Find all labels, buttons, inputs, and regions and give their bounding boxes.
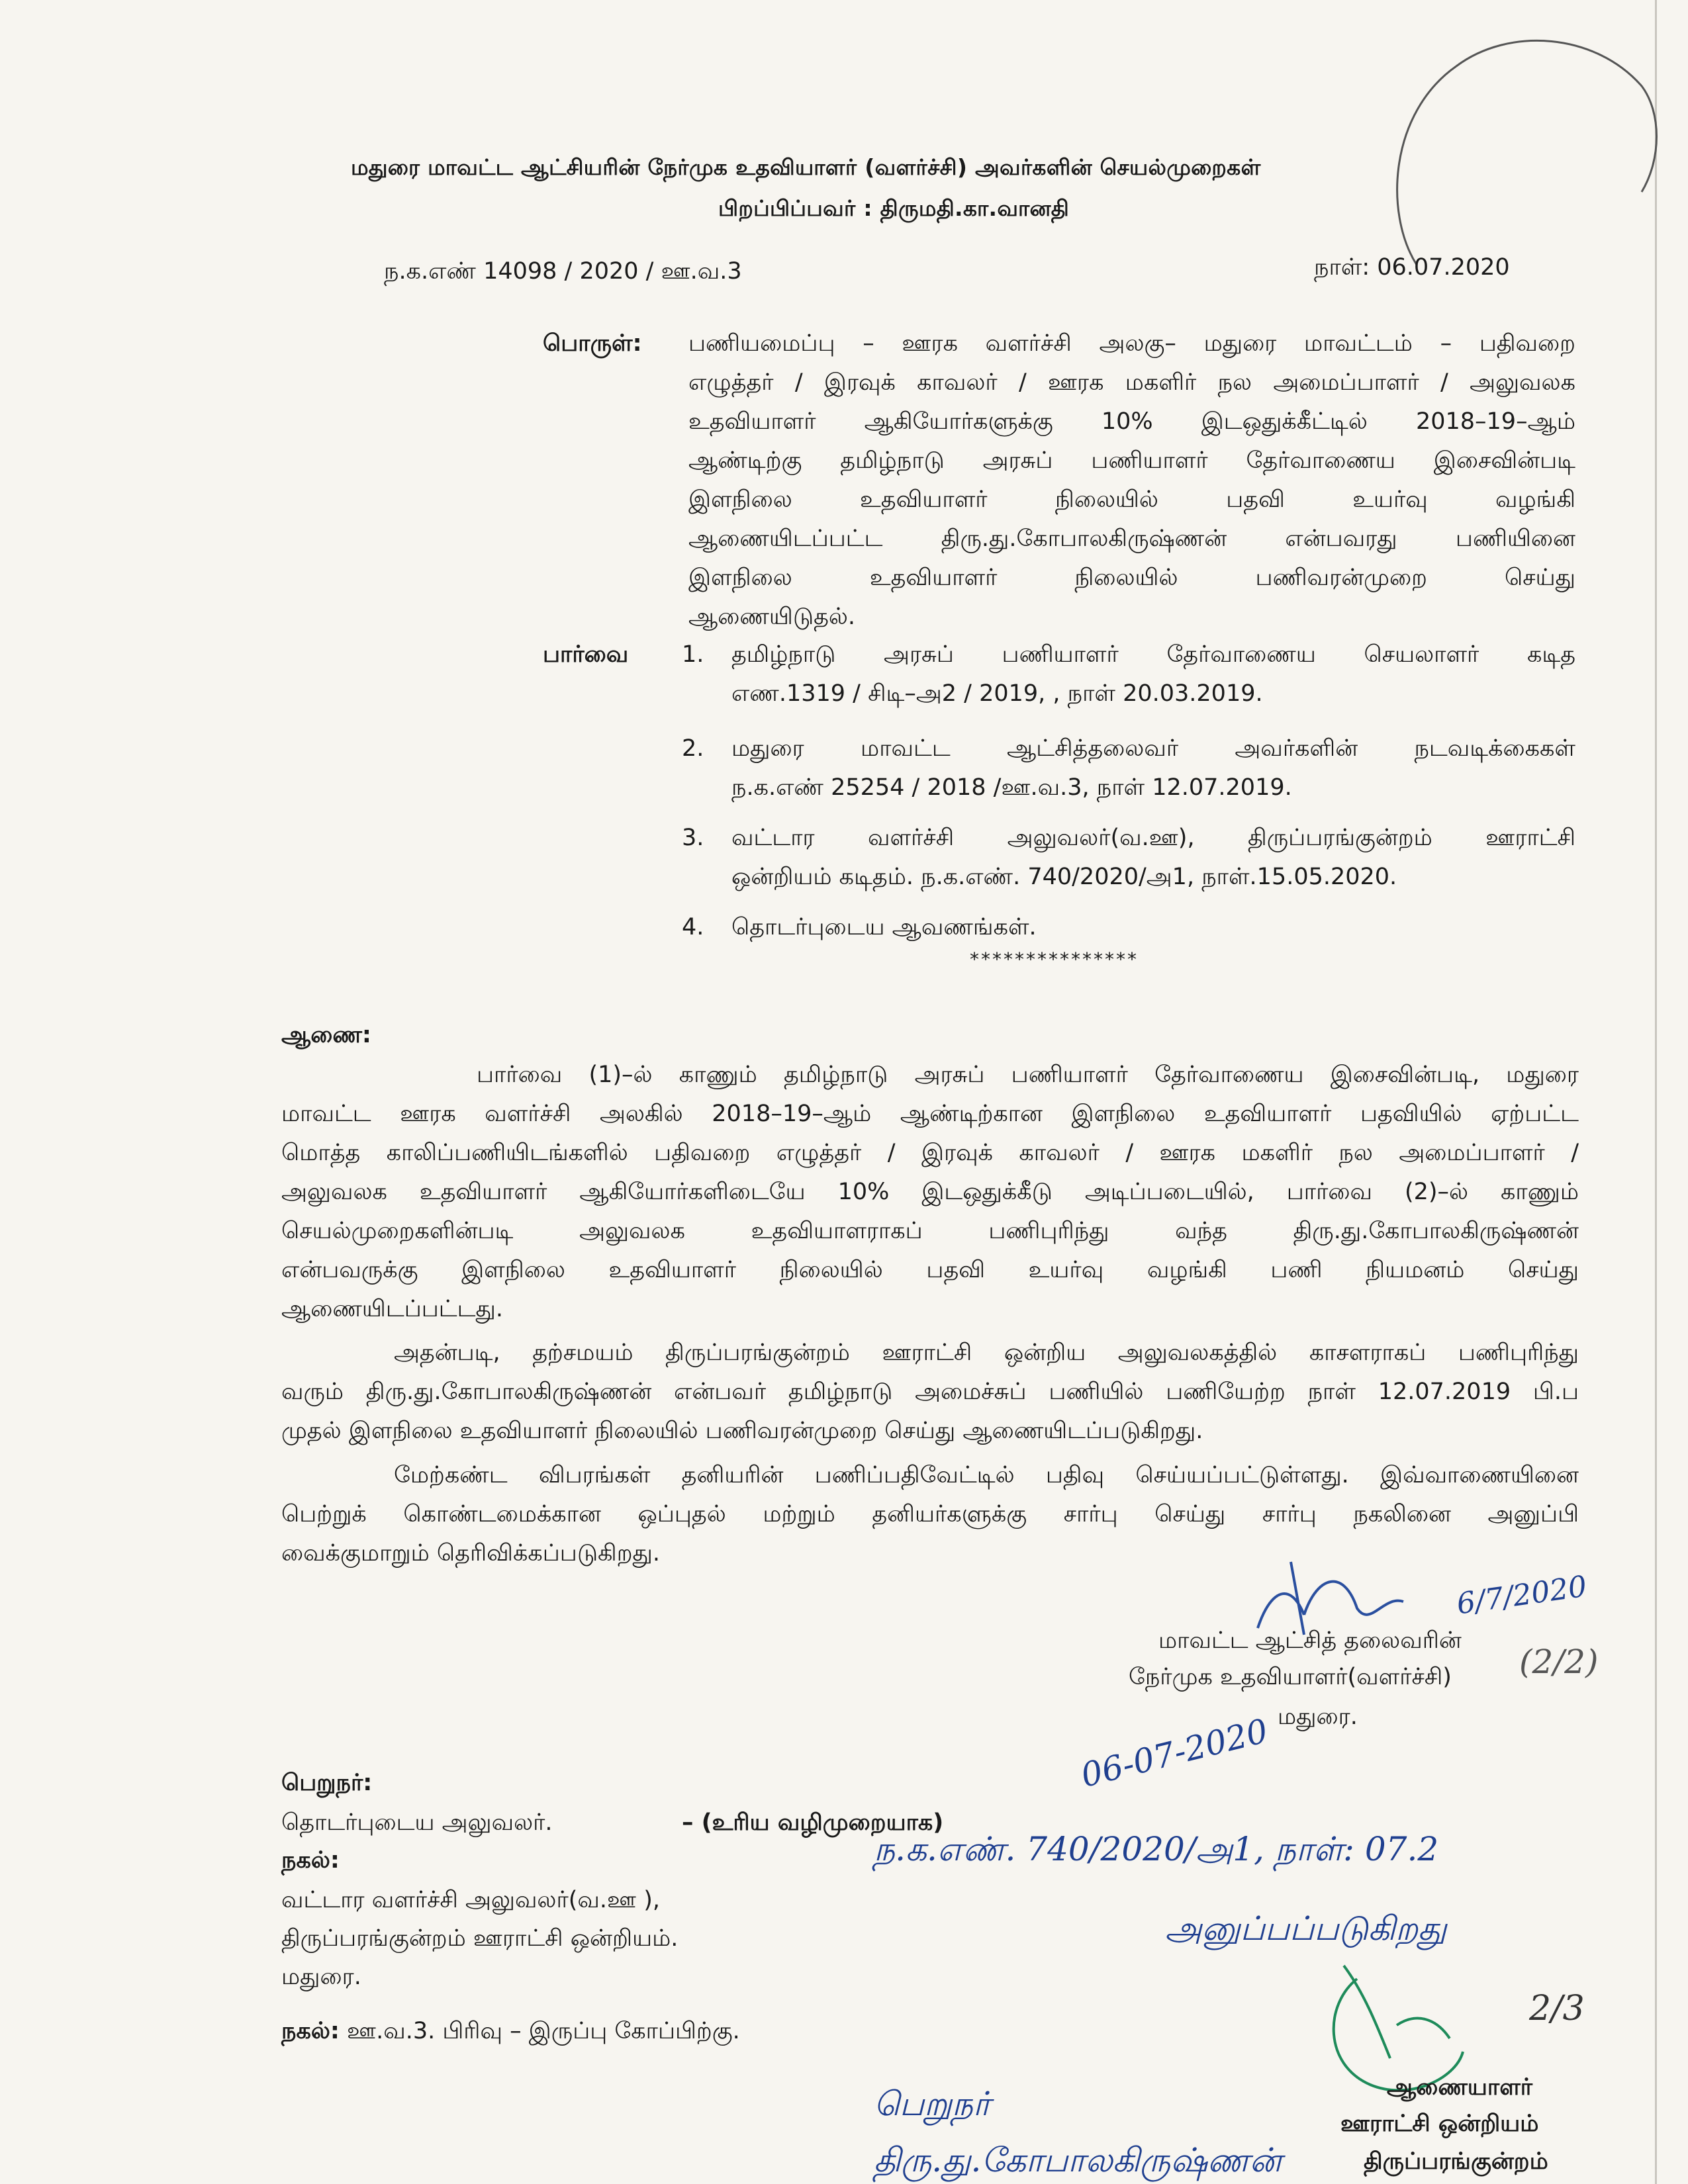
- separator-stars: ***************: [970, 948, 1139, 970]
- subject-line: ஆண்டிற்கு தமிழ்நாடு அரசுப் பணியாளர் தேர்வாணைய இசைவின்படி: [688, 447, 1575, 474]
- paragraph-line: அலுவலக உதவியாளர் ஆகியோர்களிடையே 10% இடஒதுக்கீடு அடிப்படையில், பார்வை (2)–ல் காணும்: [281, 1179, 1579, 1205]
- paragraph-line: மொத்த காலிப்பணியிடங்களில் பதிவறை எழுத்தர் / இரவுக் காவலர் / ஊரக மகளிர் நல அமைப்பாளர் /: [281, 1140, 1579, 1166]
- recipient-mode: – (உரிய வழிமுறையாக): [682, 1809, 944, 1836]
- subject-line: உதவியாளர் ஆகியோர்களுக்கு 10% இடஒதுக்கீட்டில் 2018–19–ஆம்: [688, 408, 1575, 435]
- commissioner-place: திருப்பரங்குன்றம்: [1364, 2148, 1548, 2175]
- copy-label: நகல்:: [281, 1847, 340, 1874]
- copy-line-3: மதுரை.: [281, 1964, 361, 1990]
- reference-line: எண.1319 / சிடி–அ2 / 2019, , நாள் 20.03.2019.: [731, 680, 1263, 707]
- reference-line: தமிழ்நாடு அரசுப் பணியாளர் தேர்வாணைய செயலாளர் கடித: [731, 641, 1575, 668]
- order-paragraph-2: [281, 1334, 1579, 1451]
- reference-line: ந.க.எண் 25254 / 2018 /ஊ.வ.3, நாள் 12.07.2019.: [731, 774, 1292, 801]
- signatory-line-3: மதுரை.: [1278, 1704, 1358, 1730]
- paragraph-line: பெற்றுக் கொண்டமைக்கான ஒப்புதல் மற்றும் தனியர்களுக்கு சார்பு செய்து சார்பு நகலினை அனுப்பி: [281, 1501, 1579, 1527]
- reference-item-4: தொடர்புடைய ஆவணங்கள்.: [731, 914, 1037, 940]
- paragraph-line: செயல்முறைகளின்படி அலுவலக உதவியாளராகப் பணிபுரிந்து வந்த திரு.து.கோபாலகிருஷ்ணன்: [281, 1218, 1579, 1244]
- paragraph-line: என்பவருக்கு இளநிலை உதவியாளர் நிலையில் பதவி உயர்வு வழங்கி பணி நியமனம் செய்து: [281, 1257, 1579, 1283]
- signatory-line-1: மாவட்ட ஆட்சித் தலைவரின்: [1158, 1627, 1462, 1654]
- paragraph-line: வரும் திரு.து.கோபாலகிருஷ்ணன் என்பவர் தமிழ்நாடு அமைச்சுப் பணியில் பணியேற்ற நாள் 12.07.2019 பி.ப: [281, 1379, 1579, 1405]
- order-date: நாள்: 06.07.2020: [1314, 254, 1510, 281]
- subject-line: ஆணையிடப்பட்ட திரு.து.கோபாலகிருஷ்ணன் என்பவரது பணியினை: [688, 525, 1575, 552]
- paragraph-line: மேற்கண்ட விபரங்கள் தனியரின் பணிப்பதிவேட்டில் பதிவு செய்யப்பட்டுள்ளது. இவ்வாணையினை: [394, 1462, 1579, 1488]
- reference-number-4: 4.: [682, 914, 704, 940]
- paragraph-line: வைக்குமாறும் தெரிவிக்கப்படுகிறது.: [281, 1540, 661, 1567]
- page-edge: [1655, 0, 1657, 2184]
- page-reference-note-2: 2/3: [1529, 1989, 1585, 2028]
- reference-item-1: [731, 635, 1575, 713]
- copy2-text: ஊ.வ.3. பிரிவு – இருப்பு கோப்பிற்கு.: [347, 2018, 740, 2044]
- reference-item-3: [731, 819, 1575, 897]
- copy-line-2: திருப்பரங்குன்றம் ஊராட்சி ஒன்றியம்.: [281, 1925, 679, 1952]
- order-paragraph-1: [281, 1056, 1579, 1329]
- reference-line: ஒன்றியம் கடிதம். ந.க.எண். 740/2020/அ1, நாள்.15.05.2020.: [731, 864, 1397, 890]
- paragraph-line: அதன்படி, தற்சமயம் திருப்பரங்குன்றம் ஊராட்சி ஒன்றிய அலுவலகத்தில் காசளராகப் பணிபுரிந்து: [394, 1340, 1579, 1366]
- recipient-label: பெறுநர்:: [281, 1770, 373, 1796]
- reference-item-2: [731, 729, 1575, 807]
- received-date-note: 06-07-2020: [1077, 1711, 1272, 1796]
- page-reference-note: (2/2): [1519, 1643, 1599, 1681]
- subject-line: இளநிலை உதவியாளர் நிலையில் பதவி உயர்வு வழங்கி: [688, 486, 1575, 513]
- reference-number-3: 3.: [682, 825, 704, 851]
- copy2-label: நகல்:: [281, 2018, 340, 2044]
- forward-note: அனுப்பப்படுகிறது: [1165, 1909, 1447, 1948]
- reference-number: ந.க.எண் 14098 / 2020 / ஊ.வ.3: [384, 258, 742, 285]
- copy2-line: [281, 2012, 740, 2051]
- references-label: பார்வை: [543, 641, 629, 668]
- subject-label: பொருள்:: [543, 330, 642, 357]
- paragraph-line: முதல் இளநிலை உதவியாளர் நிலையில் பணிவரன்முறை செய்து ஆணையிடப்படுகிறது.: [281, 1418, 1203, 1444]
- subject-line: எழுத்தர் / இரவுக் காவலர் / ஊரக மகளிர் நல அமைப்பாளர் / அலுவலக: [688, 369, 1575, 396]
- subject-line: இளநிலை உதவியாளர் நிலையில் பணிவரன்முறை செய்து: [688, 565, 1575, 591]
- commissioner-union: ஊராட்சி ஒன்றியம்: [1340, 2111, 1539, 2137]
- subject-line: பணியமைப்பு – ஊரக வளர்ச்சி அலகு– மதுரை மாவட்டம் – பதிவறை: [688, 330, 1575, 357]
- order-label: ஆணை:: [281, 1022, 371, 1048]
- commissioner-title: ஆணையாளர்: [1387, 2074, 1533, 2101]
- bottom-recipient-label: பெறுநர்: [874, 2085, 991, 2123]
- reference-number-1: 1.: [682, 641, 704, 668]
- reference-number-2: 2.: [682, 735, 704, 762]
- issuer: பிறப்பிப்பவர் : திருமதி.கா.வானதி: [718, 195, 1070, 221]
- signature-date: 6/7/2020: [1454, 1569, 1589, 1621]
- bottom-recipient-name: திரு.து.கோபாலகிருஷ்ணன்: [874, 2141, 1282, 2179]
- reference-line: வட்டார வளர்ச்சி அலுவலர்(வ.ஊ), திருப்பரங்குன்றம் ஊராட்சி: [731, 825, 1575, 851]
- page-title: மதுரை மாவட்ட ஆட்சியரின் நேர்முக உதவியாளர் (வளர்ச்சி) அவர்களின் செயல்முறைகள்: [351, 154, 1261, 180]
- recipient-name: தொடர்புடைய அலுவலர்.: [281, 1809, 553, 1836]
- paragraph-line: பார்வை (1)–ல் காணும் தமிழ்நாடு அரசுப் பணியாளர் தேர்வாணைய இசைவின்படி, மதுரை: [477, 1062, 1579, 1088]
- paragraph-line: ஆணையிடப்பட்டது.: [281, 1296, 503, 1322]
- signatory-line-2: நேர்முக உதவியாளர்(வளர்ச்சி): [1129, 1664, 1452, 1690]
- forward-reference-note: ந.க.எண். 740/2020/அ1, நாள்: 07.2: [874, 1830, 1439, 1868]
- subject-line: ஆணையிடுதல்.: [688, 604, 856, 630]
- reference-line: மதுரை மாவட்ட ஆட்சித்தலைவர் அவர்களின் நடவடிக்கைகள்: [731, 735, 1575, 762]
- copy-line-1: வட்டார வளர்ச்சி அலுவலர்(வ.ஊ ),: [281, 1887, 661, 1913]
- subject-block: [688, 324, 1575, 637]
- paragraph-line: மாவட்ட ஊரக வளர்ச்சி அலகில் 2018–19–ஆம் ஆண்டிற்கான இளநிலை உதவியாளர் பதவியில் ஏற்பட்ட: [281, 1101, 1579, 1127]
